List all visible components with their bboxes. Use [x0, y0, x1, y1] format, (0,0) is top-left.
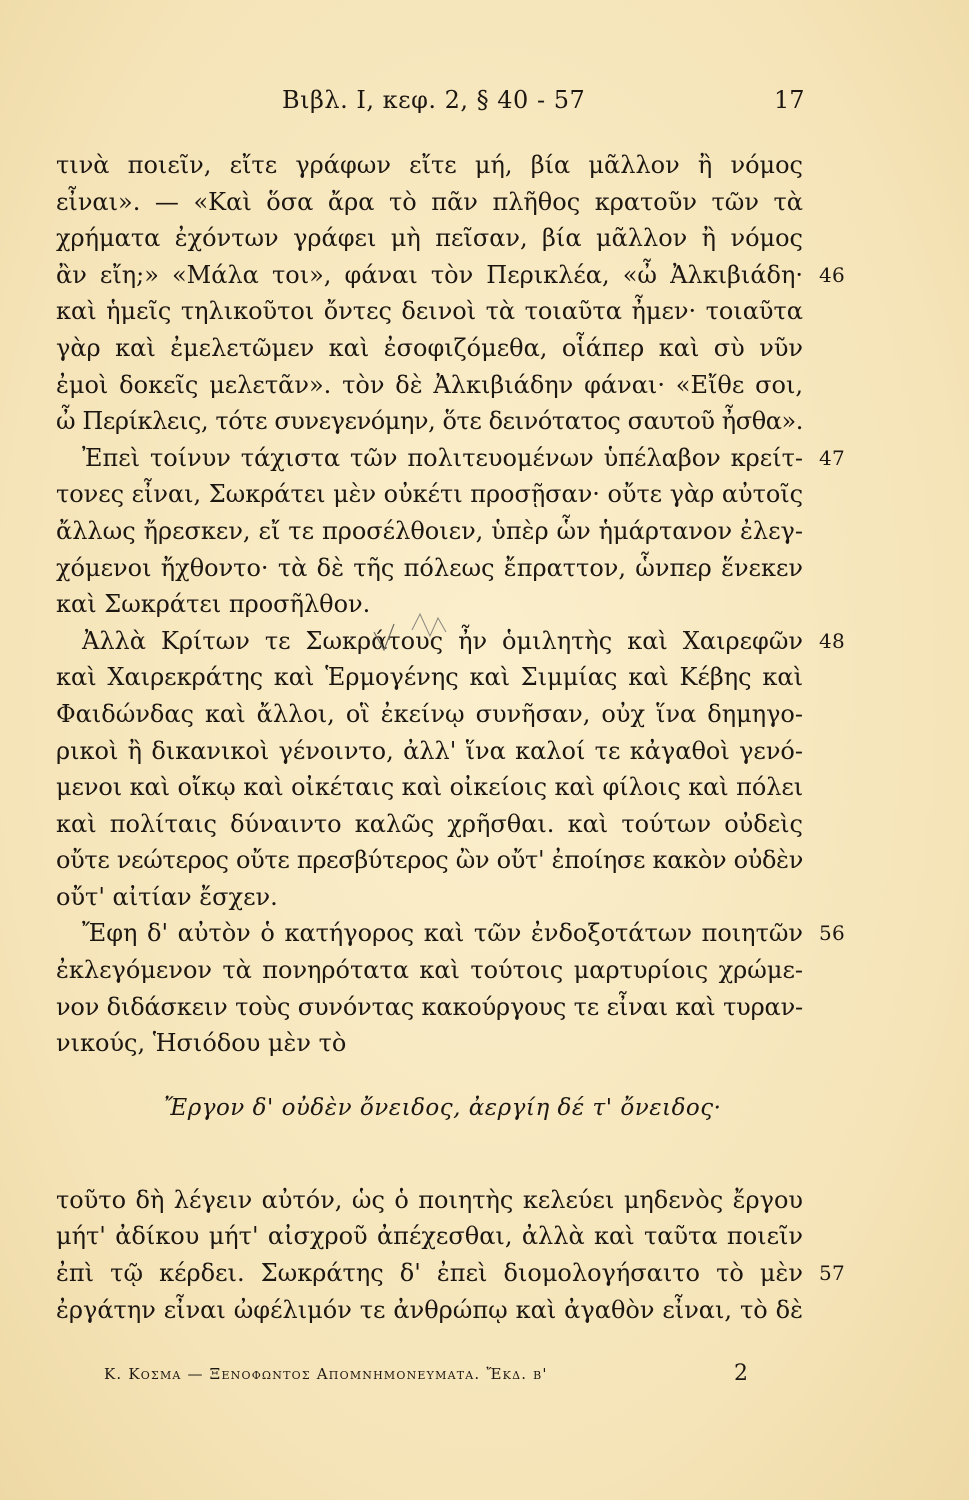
text-line: ἂν εἴη;» «Μάλα τοι», φάναι τὸν Περικλέα, «ὦ Ἀλκιβιάδη· — [56, 260, 803, 289]
pencil-mark-icon — [372, 612, 482, 662]
text-line-with-number — [56, 915, 846, 952]
text-line: καὶ ἡμεῖς τηλικοῦτοι ὄντες δεινοὶ τὰ τοιαῦτα ἦμεν· τοιαῦτα — [56, 297, 803, 326]
text-line: ἐργάτην εἶναι ὠφέλιμόν τε ἀνθρώπῳ καὶ ἀγαθὸν εἶναι, τὸ δὲ — [56, 1295, 803, 1324]
page-header — [0, 86, 969, 126]
section-number-46: 46 — [819, 262, 846, 287]
text-line: μήτ' ἀδίκου μήτ' αἰσχροῦ ἀπέχεσθαι, ἀλλὰ καὶ ταῦτα ποιεῖν — [56, 1222, 803, 1251]
verse-quotation — [56, 1062, 803, 1182]
text-line: χρήματα ἐχόντων γράφει μὴ πεῖσαν, βία μᾶλλον ἢ νόμος — [56, 224, 803, 253]
footer-signature-line: Κ. Κοσμα — Ξενοφωντος Απομνημονευματα. Ἔκδ. β' — [104, 1365, 548, 1383]
text-line: οὔτ' αἰτίαν ἔσχεν. — [56, 882, 278, 911]
running-head: Βιβλ. Ι, κεφ. 2, § 40 - 57 — [282, 86, 586, 114]
text-line: Φαιδώνδας καὶ ἄλλοι, οἳ ἐκείνῳ συνῆσαν, οὐχ ἵνα δημηγο- — [56, 699, 803, 728]
text-line: οὔτε νεώτερος οὔτε πρεσβύτερος ὢν οὔτ' ἐποίησε κακὸν οὐδὲν — [56, 846, 803, 875]
text-line: ἄλλως ἤρεσκεν, εἴ τε προσέλθοιεν, ὑπὲρ ὧν ἡμάρτανον ἐλεγ- — [56, 516, 803, 545]
text-line: καὶ πολίταις δύναιντο καλῶς χρῆσθαι. καὶ τούτων οὐδεὶς — [56, 809, 803, 838]
body-text — [56, 147, 846, 1328]
text-line: χόμενοι ἤχθοντο· τὰ δὲ τῆς πόλεως ἔπραττον, ὧνπερ ἕνεκεν — [56, 553, 803, 582]
text-line-with-number — [56, 257, 846, 294]
text-line: τονες εἶναι, Σωκράτει μὲν οὐκέτι προσῇσαν· οὔτε γὰρ αὐτοῖς — [56, 480, 804, 509]
text-line: Ἀλλὰ Κρίτων τε Σωκράτους ἦν ὁμιλητὴς καὶ Χαιρεφῶν — [82, 626, 803, 655]
text-line: καὶ Χαιρεκράτης καὶ Ἑρμογένης καὶ Σιμμίας καὶ Κέβης καὶ — [56, 663, 803, 692]
text-line: ἐκλεγόμενον τὰ πονηρότατα καὶ τούτοις μαρτυρίοις χρώμε- — [56, 956, 803, 985]
text-line: καὶ Σωκράτει προσῆλθον. — [56, 590, 371, 619]
text-line: τινὰ ποιεῖν, εἴτε γράφων εἴτε μή, βία μᾶλλον ἢ νόμος — [56, 151, 803, 179]
text-line-with-number — [56, 1255, 846, 1292]
section-number-48: 48 — [819, 628, 846, 653]
text-line: Ἐπεὶ τοίνυν τάχιστα τῶν πολιτευομένων ὑπέλαβον κρείτ- — [82, 443, 803, 472]
text-line: γὰρ καὶ ἐμελετῶμεν καὶ ἐσοφιζόμεθα, οἷάπερ καὶ σὺ νῦν — [56, 333, 803, 362]
page-number: 17 — [774, 86, 805, 114]
text-line: ρικοὶ ἢ δικανικοὶ γένοιντο, ἀλλ' ἵνα καλοί τε κἀγαθοὶ γενό- — [56, 736, 803, 765]
text-line: ἐμοὶ δοκεῖς μελετᾶν». τὸν δὲ Ἀλκιβιάδην φάναι· «Εἴθε σοι, — [56, 370, 803, 399]
text-line: Ἔφη δ' αὐτὸν ὁ κατήγορος καὶ τῶν ἐνδοξοτάτων ποιητῶν — [82, 919, 803, 948]
page-footer — [0, 1361, 969, 1391]
section-number-47: 47 — [819, 445, 846, 470]
signature-number: 2 — [734, 1361, 748, 1386]
text-line: μενοι καὶ οἴκῳ καὶ οἰκέταις καὶ οἰκείοις καὶ φίλοις καὶ πόλει — [56, 773, 804, 802]
text-line: ἐπὶ τῷ κέρδει. Σωκράτης δ' ἐπεὶ διομολογήσαιτο τὸ μὲν — [56, 1259, 803, 1288]
section-number-56: 56 — [819, 921, 846, 946]
text-line: ὦ Περίκλεις, τότε συνεγενόμην, ὅτε δεινότατος σαυτοῦ ἦσθα». — [56, 407, 804, 436]
text-line: νον διδάσκειν τοὺς συνόντας κακούργους τε εἶναι καὶ τυραν- — [56, 992, 803, 1021]
verse-text: Ἔργον δ' οὐδὲν ὄνειδος, ἀεργίη δέ τ' ὄνειδος· — [164, 1094, 722, 1121]
section-number-57: 57 — [819, 1261, 846, 1286]
text-line: νικούς, Ἡσιόδου μὲν τὸ — [56, 1029, 347, 1058]
text-line: εἶναι». — «Καὶ ὅσα ἄρα τὸ πᾶν πλῆθος κρατοῦν τῶν τὰ — [56, 187, 803, 216]
text-line-with-number — [56, 440, 846, 477]
text-line: τοῦτο δὴ λέγειν αὐτόν, ὡς ὁ ποιητὴς κελεύει μηδενὸς ἔργου — [56, 1185, 803, 1214]
